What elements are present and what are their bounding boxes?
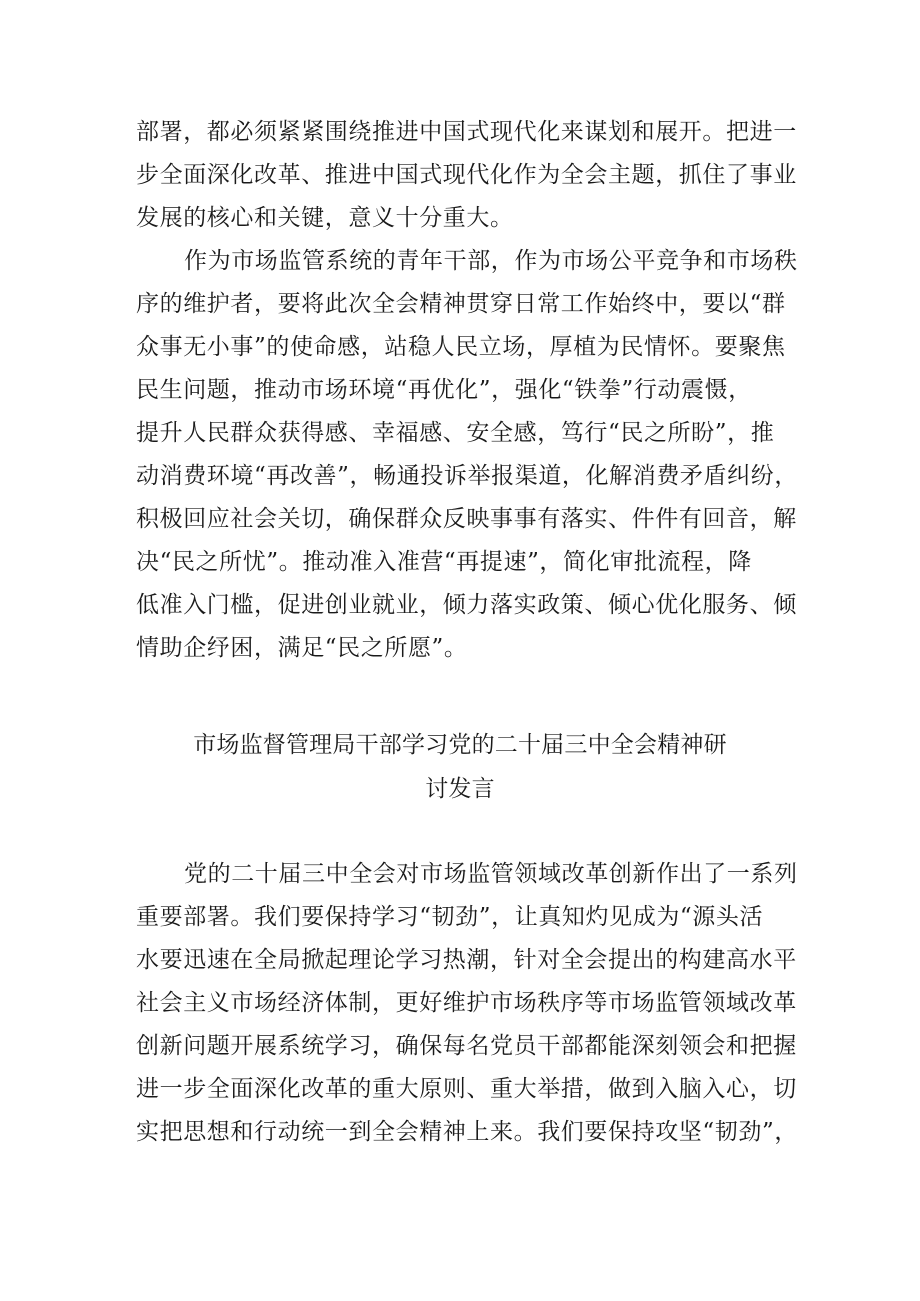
paragraph-line: 水要迅速在全局掀起理论学习热潮，针对全会提出的构建高水平 — [136, 947, 797, 973]
paragraph-line: 众事无小事”的使命感，站稳人民立场，厚植为民情怀。要聚焦 — [136, 334, 786, 360]
paragraph-line: 情助企纾困，满足“民之所愿”。 — [136, 635, 468, 661]
paragraph-line: 提升人民群众获得感、幸福感、安全感，笃行“民之所盼”，推 — [136, 420, 775, 446]
paragraph-line: 进一步全面深化改革的重大原则、重大举措，做到入脑入心，切 — [136, 1076, 797, 1102]
paragraph-line: 低准入门槛，促进创业就业，倾力落实政策、倾心优化服务、倾 — [136, 592, 797, 618]
paragraph-line: 创新问题开展系统学习，确保每名党员干部都能深刻领会和把握 — [136, 1033, 797, 1059]
paragraph-line: 作为市场监管系统的青年干部，作为市场公平竞争和市场秩 — [184, 248, 798, 274]
paragraph-line: 序的维护者，要将此次全会精神贯穿日常工作始终中，要以“群 — [136, 291, 786, 317]
section-title-line-2: 讨发言 — [425, 776, 495, 802]
paragraph-line: 决“民之所忧”。推动准入准营“再提速”，简化审批流程，降 — [136, 549, 752, 575]
paragraph-line: 党的二十届三中全会对市场监管领域改革创新作出了一系列 — [184, 861, 798, 887]
section-title-line-1: 市场监督管理局干部学习党的二十届三中全会精神研 — [193, 732, 727, 758]
paragraph-line: 实把思想和行动统一到全会精神上来。我们要保持攻坚“韧劲”， — [136, 1119, 798, 1145]
paragraph-line: 动消费环境“再改善”，畅通投诉举报渠道，化解消费矛盾纠纷， — [136, 463, 798, 489]
paragraph-line: 积极回应社会关切，确保群众反映事事有落实、件件有回音，解 — [136, 506, 797, 532]
paragraph-line: 发展的核心和关键，意义十分重大。 — [136, 205, 514, 231]
paragraph-line: 社会主义市场经济体制，更好维护市场秩序等市场监管领域改革 — [136, 990, 797, 1016]
paragraph-line: 步全面深化改革、推进中国式现代化作为全会主题，抓住了事业 — [136, 162, 797, 188]
paragraph-line: 重要部署。我们要保持学习“韧劲”，让真知灼见成为“源头活 — [136, 904, 764, 930]
paragraph-line: 部署，都必须紧紧围绕推进中国式现代化来谋划和展开。把进一 — [136, 119, 797, 145]
paragraph-line: 民生问题，推动市场环境“再优化”，强化“铁拳”行动震慑， — [136, 377, 752, 403]
